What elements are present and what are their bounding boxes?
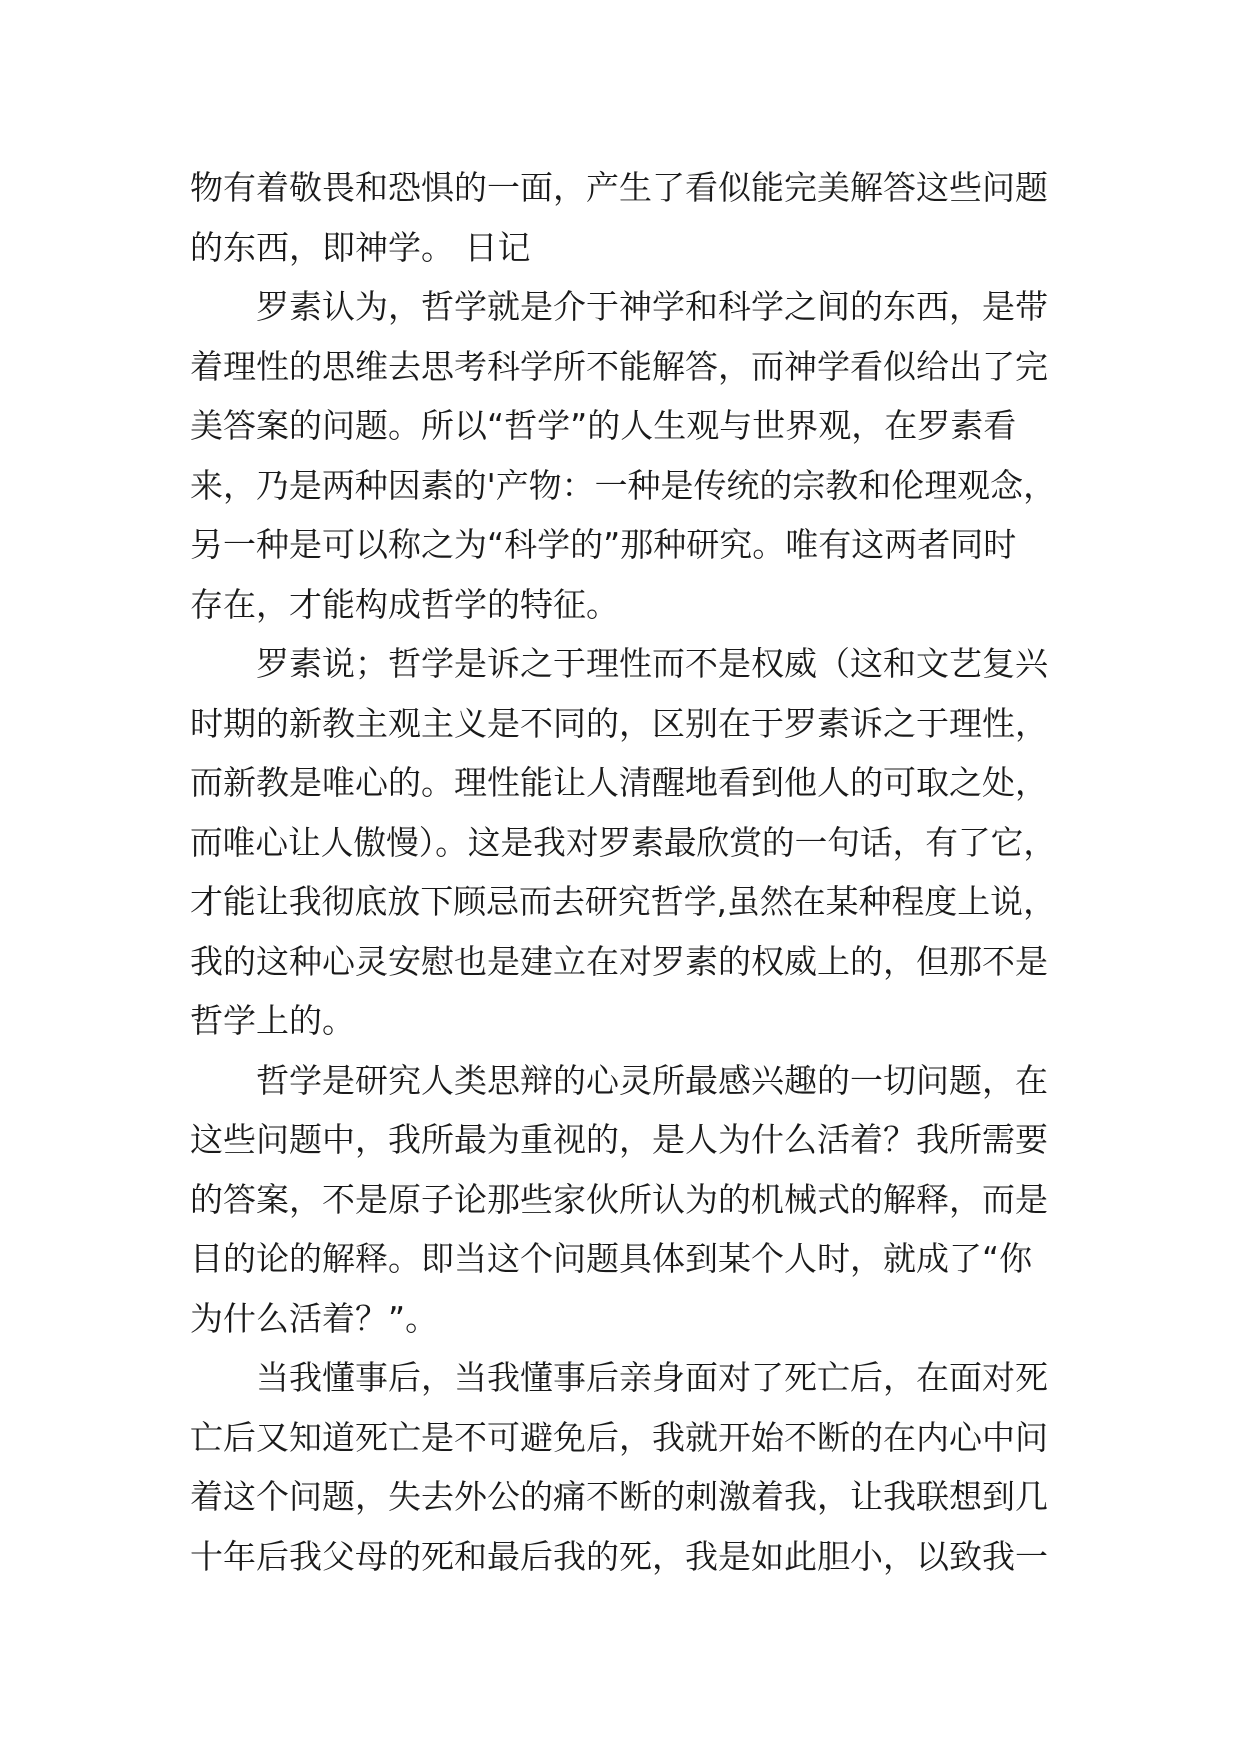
text-line: 着理性的思维去思考科学所不能解答，而神学看似给出了完 [190, 346, 1048, 386]
text-line: 的答案，不是原子论那些家伙所认为的机械式的解释，而是 [190, 1179, 1048, 1219]
text-line: 来，乃是两种因素的'产物：一种是传统的宗教和伦理观念， [190, 465, 1057, 505]
text-line: 而新教是唯心的。理性能让人清醒地看到他人的可取之处， [190, 763, 1048, 802]
text-line: 时期的新教主观主义是不同的，区别在于罗素诉之于理性， [190, 703, 1048, 743]
text-line: 亡后又知道死亡是不可避免后，我就开始不断的在内心中问 [190, 1417, 1048, 1457]
paragraph [190, 277, 1056, 634]
text-line: 物有着敬畏和恐惧的一面，产生了看似能完美解答这些问题 [190, 168, 1048, 207]
paragraph [190, 634, 1056, 1051]
text-line: 为什么活着？”。 [190, 1298, 439, 1338]
text-line: 目的论的解释。即当这个问题具体到某个人时，就成了“你 [190, 1239, 1033, 1278]
paragraph [190, 1051, 1056, 1349]
paragraph [190, 158, 1056, 277]
text-line: 才能让我彻底放下顾忌而去研究哲学,虽然在某种程度上说， [190, 882, 1056, 921]
text-line: 另一种是可以称之为“科学的”那种研究。唯有这两者同时 [190, 525, 1017, 564]
text-line: 存在，才能构成哲学的特征。 [190, 584, 619, 624]
text-line: 哲学是研究人类思辩的心灵所最感兴趣的一切问题，在 [256, 1060, 1048, 1100]
text-line: 的东西，即神学。 日记 [190, 227, 531, 267]
body-text [190, 158, 1056, 1586]
text-line: 我的这种心灵安慰也是建立在对罗素的权威上的，但那不是 [190, 941, 1048, 981]
text-line: 当我懂事后，当我懂事后亲身面对了死亡后，在面对死 [256, 1358, 1048, 1397]
text-line: 罗素认为，哲学就是介于神学和科学之间的东西，是带 [256, 287, 1048, 326]
paragraph [190, 1348, 1056, 1586]
text-line: 罗素说；哲学是诉之于理性而不是权威（这和文艺复兴 [256, 644, 1048, 683]
text-line: 而唯心让人傲慢）。这是我对罗素最欣赏的一句话，有了它， [190, 822, 1057, 862]
text-line: 着这个问题，失去外公的痛不断的刺激着我，让我联想到几 [190, 1477, 1048, 1516]
text-line: 十年后我父母的死和最后我的死，我是如此胆小，以致我一 [190, 1536, 1048, 1576]
text-line: 美答案的问题。所以“哲学”的人生观与世界观，在罗素看 [190, 406, 1017, 445]
text-line: 这些问题中，我所最为重视的，是人为什么活着？我所需要 [190, 1120, 1048, 1159]
text-line: 哲学上的。 [190, 1001, 355, 1040]
